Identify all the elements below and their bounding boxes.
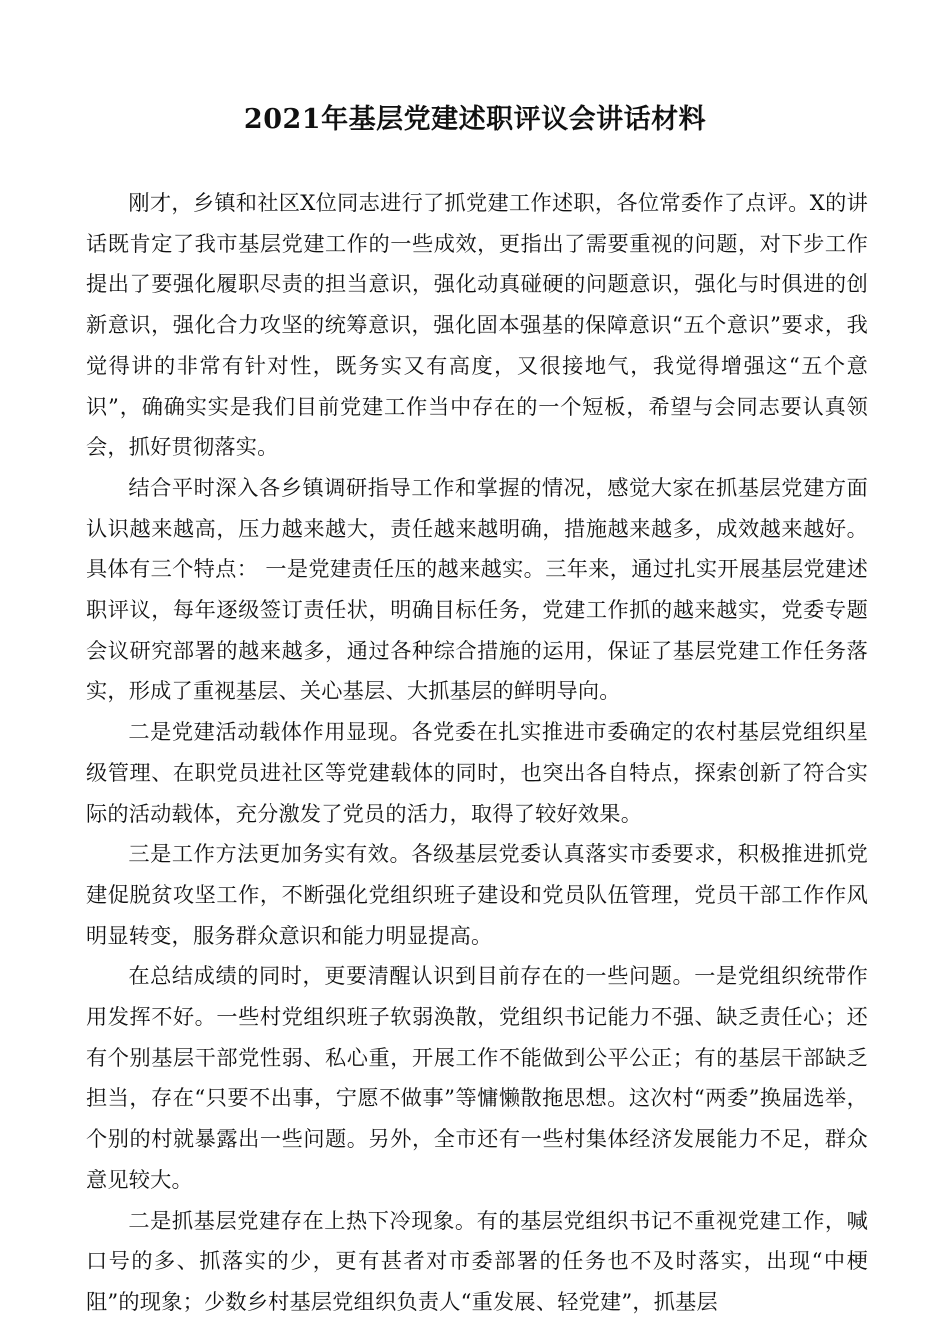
paragraph-1: 刚才，乡镇和社区X位同志进行了抓党建工作述职，各位常委作了点评。X的讲话既肯定了我市基层党建工作的一些成效，更指出了需要重视的问题，对下步工作提出了要强化履职尽责的担当意识，强化动真碰硬的问题意识，强化与时俱进的创新意识，强化合力攻坚的统筹意识，强化固本强基的保障意识“五个意识”要求，我觉得讲的非常有针对性，既务实又有高度，又很接地气，我觉得增强这“五个意识”，确确实实是我们目前党建工作当中存在的一个短板，希望与会同志要认真领会，抓好贯彻落实。 — [86, 190, 868, 460]
paragraph-4: 三是工作方法更加务实有效。各级基层党委认真落实市委要求，积极推进抓党建促脱贫攻坚工作，不断强化党组织班子建设和党员队伍管理，党员干部工作作风明显转变，服务群众意识和能力明显提高。 — [86, 841, 868, 948]
document-title: 2021年基层党建述职评议会讲话材料 — [243, 104, 707, 135]
paragraph-5: 在总结成绩的同时，更要清醒认识到目前存在的一些问题。一是党组织统带作用发挥不好。一些村党组织班子软弱涣散，党组织书记能力不强、缺乏责任心；还有个别基层干部党性弱、私心重，开展工作不能做到公平公正；有的基层干部缺乏担当，存在“只要不出事，宁愿不做事”等慵懒散拖思想。这次村“两委”换届选举，个别的村就暴露出一些问题。另外，全市还有一些村集体经济发展能力不足，群众意见较大。 — [86, 963, 868, 1192]
document-body — [86, 183, 868, 1323]
paragraph-6: 二是抓基层党建存在上热下冷现象。有的基层党组织书记不重视党建工作，喊口号的多、抓落实的少，更有甚者对市委部署的任务也不及时落实，出现“中梗阻”的现象；少数乡村基层党组织负责人“重发展、轻党建”，抓基层 — [86, 1207, 868, 1314]
paragraph-2: 结合平时深入各乡镇调研指导工作和掌握的情况，感觉大家在抓基层党建方面认识越来越高，压力越来越大，责任越来越明确，措施越来越多，成效越来越好。具体有三个特点： 一是党建责任压的越来越实。三年来，通过扎实开展基层党建述职评议，每年逐级签订责任状，明确目标任务，党建工作抓的越来越实，党委专题会议研究部署的越来越多，通过各种综合措施的运用，保证了基层党建工作任务落实，形成了重视基层、关心基层、大抓基层的鲜明导向。 — [86, 474, 868, 704]
paragraph-3: 二是党建活动载体作用显现。各党委在扎实推进市委确定的农村基层党组织星级管理、在职党员进社区等党建载体的同时，也突出各自特点，探索创新了符合实际的活动载体，充分激发了党员的活力，取得了较好效果。 — [86, 719, 868, 826]
